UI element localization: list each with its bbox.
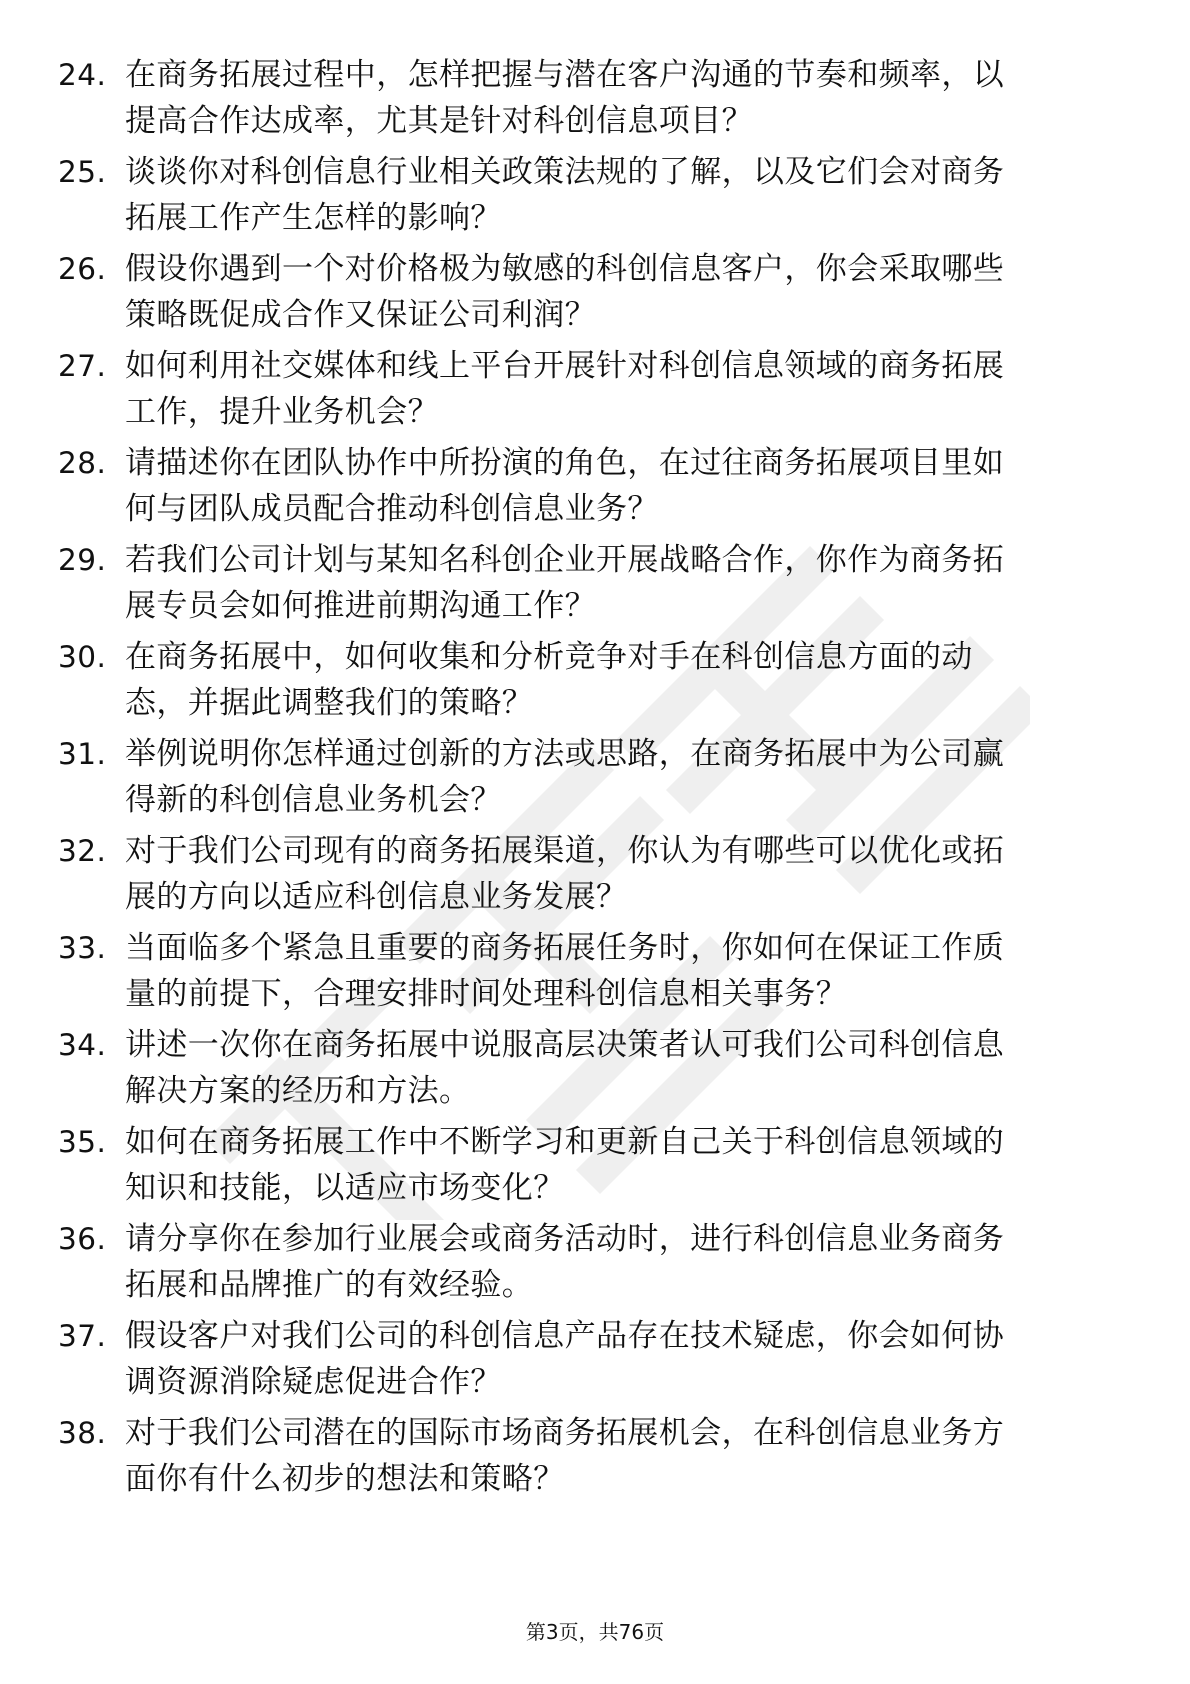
page-number-footer: 第3页，共76页 (525, 1620, 665, 1644)
question-number: 29. (58, 543, 107, 577)
question-text: 谈谈你对科创信息行业相关政策法规的了解，以及它们会对商务 拓展工作产生怎样的影响？ (125, 154, 1005, 236)
question-item (58, 828, 1118, 925)
question-number: 33. (58, 931, 107, 965)
question-text: 当面临多个紧急且重要的商务拓展任务时，你如何在保证工作质 量的前提下，合理安排时间处理科创信息相关事务？ (125, 930, 1005, 1012)
question-text: 在商务拓展过程中，怎样把握与潜在客户沟通的节奏和频率，以 提高合作达成率，尤其是针对科创信息项目？ (125, 57, 1005, 139)
question-text: 对于我们公司现有的商务拓展渠道，你认为有哪些可以优化或拓 展的方向以适应科创信息业务发展？ (125, 833, 1005, 915)
question-item (58, 1410, 1118, 1507)
question-text: 假设客户对我们公司的科创信息产品存在技术疑虑，你会如何协 调资源消除疑虑促进合作？ (125, 1318, 1005, 1400)
question-text: 请分享你在参加行业展会或商务活动时，进行科创信息业务商务 拓展和品牌推广的有效经验。 (125, 1221, 1005, 1303)
question-item (58, 343, 1118, 440)
question-item (58, 52, 1118, 149)
question-list (58, 52, 1118, 1507)
question-number: 34. (58, 1028, 107, 1062)
question-item (58, 440, 1118, 537)
question-item (58, 246, 1118, 343)
question-item (58, 149, 1118, 246)
question-number: 28. (58, 446, 107, 480)
question-item (58, 731, 1118, 828)
question-number: 37. (58, 1319, 107, 1353)
question-number: 27. (58, 349, 107, 383)
question-text: 举例说明你怎样通过创新的方法或思路，在商务拓展中为公司赢 得新的科创信息业务机会？ (125, 736, 1005, 818)
question-item (58, 925, 1118, 1022)
question-item (58, 1216, 1118, 1313)
question-text: 对于我们公司潜在的国际市场商务拓展机会，在科创信息业务方 面你有什么初步的想法和策略？ (125, 1415, 1005, 1497)
question-item (58, 1119, 1118, 1216)
question-number: 26. (58, 252, 107, 286)
question-text: 如何在商务拓展工作中不断学习和更新自己关于科创信息领域的 知识和技能，以适应市场变化？ (125, 1124, 1005, 1206)
question-item (58, 537, 1118, 634)
question-text: 请描述你在团队协作中所扮演的角色，在过往商务拓展项目里如 何与团队成员配合推动科创信息业务？ (125, 445, 1005, 527)
question-text: 在商务拓展中，如何收集和分析竞争对手在科创信息方面的动 态，并据此调整我们的策略？ (125, 639, 973, 721)
question-item (58, 1313, 1118, 1410)
question-number: 30. (58, 640, 107, 674)
question-item (58, 1022, 1118, 1119)
question-number: 38. (58, 1416, 107, 1450)
question-item (58, 634, 1118, 731)
question-text: 讲述一次你在商务拓展中说服高层决策者认可我们公司科创信息 解决方案的经历和方法。 (125, 1027, 1005, 1109)
question-number: 24. (58, 58, 107, 92)
question-number: 35. (58, 1125, 107, 1159)
question-number: 31. (58, 737, 107, 771)
question-number: 25. (58, 155, 107, 189)
question-text: 如何利用社交媒体和线上平台开展针对科创信息领域的商务拓展 工作，提升业务机会？ (125, 348, 1005, 430)
question-number: 36. (58, 1222, 107, 1256)
question-number: 32. (58, 834, 107, 868)
question-text: 假设你遇到一个对价格极为敏感的科创信息客户，你会采取哪些 策略既促成合作又保证公司利润？ (125, 251, 1005, 333)
question-text: 若我们公司计划与某知名科创企业开展战略合作，你作为商务拓 展专员会如何推进前期沟通工作？ (125, 542, 1005, 624)
